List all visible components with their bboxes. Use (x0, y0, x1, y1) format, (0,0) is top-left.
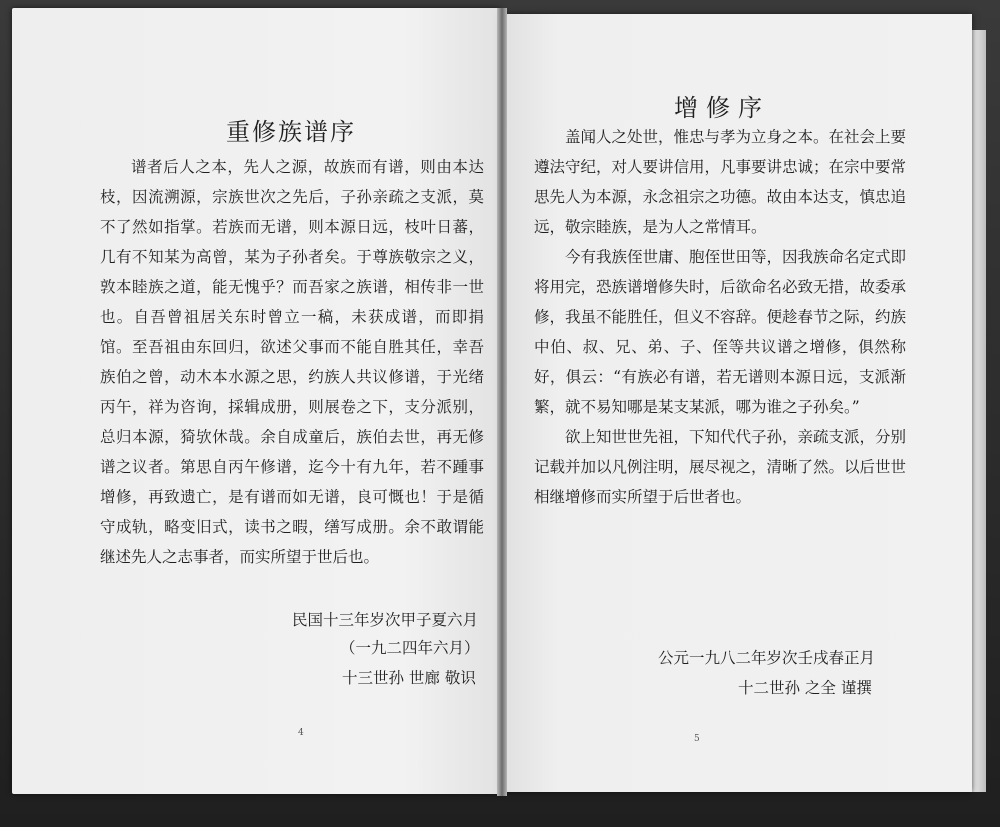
left-signature-date-gregorian: （一九二四年六月） (340, 639, 480, 657)
right-page (502, 14, 972, 792)
right-page-number: 5 (694, 734, 700, 744)
right-paragraph-1: 盖闻人之处世，惟忠与孝为立身之本。在社会上要遵法守纪，对人要讲信用，凡事要讲忠诚；在宗中要常思先人为本源，永念祖宗之功德。故由本达支，慎忠追远，敬宗睦族，是为人之常情耳。 (534, 128, 907, 236)
right-signature-date: 公元一九八二年岁次壬戌春正月 (658, 649, 876, 667)
left-page (12, 8, 500, 794)
left-page-body (100, 152, 484, 572)
left-paragraph: 谱者后人之本，先人之源，故族而有谱，则由本达枝，因流溯源，宗族世次之先后，子孙亲疏之支派，莫不了然如指掌。若族而无谱，则本源日远，枝叶日蕃，几有不知某为高曾，某为子孙者矣。于尊族敬宗之义，敦本睦族之道，能无愧乎？而吾家之族谱，相传非一世也。自吾曾祖居关东时曾立一稿，未获成谱，而即捐馆。至吾祖由东回归，欲述父事而不能自胜其任，幸吾族伯之曾，动木本水源之思，约族人共议修谱，于光绪丙午，祥为咨询，採辑成册，则展卷之下，支分派别，总归本源，猗欤休哉。余自成童后，族伯去世，再无修谱之议者。第思自丙午修谱，迄今十有九年，若不踵事增修，再致遗亡，是有谱而如无谱，良可慨也！于是循守成轨，略变旧式，读书之暇，缮写成册。余不敢谓能继述先人之志事者，而实所望于世后也。 (100, 158, 484, 566)
left-signature-author: 十三世孙 世廊 敬识 (342, 669, 476, 687)
left-page-title: 重修族谱序 (226, 118, 356, 146)
right-page-title: 增修序 (674, 94, 770, 122)
right-paragraph-2: 今有我族侄世庸、胞侄世田等，因我族命名定式即将用完，恐族谱增修失时，后欲命名必致无措，故委承修，我虽不能胜任，但义不容辞。便趁春节之际，约族中伯、叔、兄、弟、子、侄等共议谱之增修，俱然称好，俱云：“有族必有谱，若无谱则本源日远，支派渐繁，就不易知哪是某支某派，哪为谁之子孙矣。” (534, 248, 907, 416)
right-paragraph-3: 欲上知世世先祖，下知代代子孙，亲疏支派，分别记载并加以凡例注明，展尽视之，清晰了然。以后世世相继增修而实所望于后世者也。 (534, 428, 907, 506)
book-gutter (497, 8, 507, 796)
left-signature-date: 民国十三年岁次甲子夏六月 (292, 611, 479, 629)
right-signature-author: 十二世孙 之全 谨撰 (738, 679, 872, 697)
left-page-number: 4 (298, 728, 304, 738)
right-page-body (534, 122, 906, 512)
